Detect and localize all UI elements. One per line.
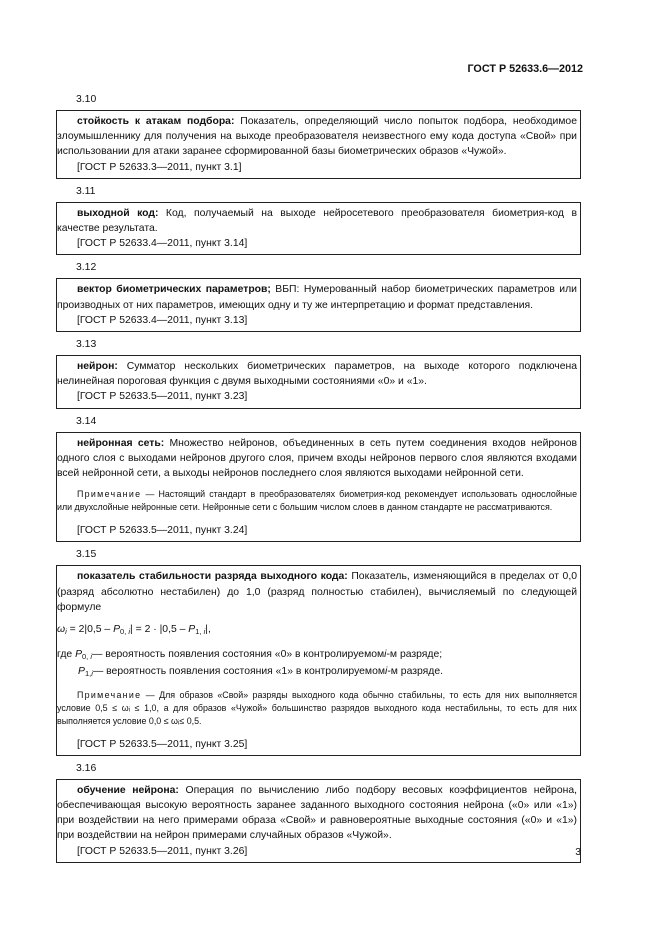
note: Примечание — Настоящий стандарт в преобразователях биометрия-код рекомендует использовать однослойные или двухслойные нейронные сети. Нейронные сети с большим числом слоев в данном стандарте не рассматриваются. — [57, 489, 577, 513]
entry-number: 3.13 — [76, 339, 97, 351]
term: вектор биометрических параметров; — [77, 284, 271, 296]
definition-box — [56, 110, 581, 179]
source-reference: [ГОСТ Р 52633.5—2011, пункт 3.25] — [77, 738, 248, 750]
definition-box — [56, 779, 581, 863]
note-label: Примечание — [77, 489, 142, 500]
definition-text: выходной код: Код, получаемый на выходе нейросетевого преобразователя биометрия-код в качестве результата. — [57, 207, 577, 235]
note: Примечание — Для образов «Свой» разряды выходного кода обычно стабильны, то есть для них выполняется условие 0,5 ≤ ωᵢ ≤ 1,0, а для образов «Чужой» большинство разрядов выходного кода нестабильны, то есть для них выполняется условие 0,0 ≤ ωᵢ≤ 0,5. — [57, 689, 577, 726]
stability-formula: $\omega_i = 2|0,5 - P_{0, i}| = 2 \cdot |0,5 - P_{1, i}|$, — [57, 624, 211, 637]
definition-text: нейрон: Сумматор нескольких биометрических параметров, на выходе которого подключена нелинейная пороговая функция с двумя выходными состояниями «0» и «1». — [57, 361, 577, 388]
term: нейрон: — [77, 361, 118, 373]
legend-row: $P_{1,i}$ — вероятность появления состояния «1» в контролируемом i -м разряде. — [78, 666, 444, 679]
entry-number: 3.15 — [76, 549, 97, 561]
legend-row: где $P_{0, i}$ — вероятность появления состояния «0» в контролируемом i -м разряде; — [57, 649, 443, 662]
source-reference: [ГОСТ Р 52633.4—2011, пункт 3.14] — [77, 238, 248, 250]
entry-number: 3.16 — [76, 762, 97, 774]
term: показатель стабильности разряда выходного кода: — [77, 571, 348, 583]
definition-text: стойкость к атакам подбора: Показатель, определяющий число попыток подбора, необходимое злоумышленнику для получения на выходе преобразователя неизвестного ему кода доступа «Свой» при использовании для атаки заранее сформированной базы биометрических образов «Чужой». — [57, 116, 577, 158]
source-reference: [ГОСТ Р 52633.4—2011, пункт 3.13] — [77, 314, 248, 326]
definition-box — [56, 432, 581, 543]
entry-number: 3.11 — [76, 185, 96, 197]
source-reference: [ГОСТ Р 52633.5—2011, пункт 3.26] — [77, 845, 248, 857]
definition-text: обучение нейрона: Операция по вычислению либо подбору весовых коэффициентов нейрона, обеспечивающая высокую вероятность заранее заданного выходного состояния нейрона («0» или «1») при воздействии на него примерами образа «Свой» и равновероятные выходные состояния («0» и «1») при воздействии на нейрон примерами случайных образов «Чужой». — [57, 784, 578, 842]
term: выходной код: — [77, 207, 159, 219]
source-reference: [ГОСТ Р 52633.3—2011, пункт 3.1] — [77, 161, 242, 173]
source-reference: [ГОСТ Р 52633.5—2011, пункт 3.24] — [77, 525, 248, 537]
definition-box — [56, 565, 581, 755]
entry-number: 3.12 — [76, 262, 97, 274]
definition-box — [56, 355, 581, 409]
source-reference: [ГОСТ Р 52633.5—2011, пункт 3.23] — [77, 391, 248, 403]
entry-number: 3.14 — [76, 415, 97, 427]
document-body — [56, 92, 581, 868]
term: нейронная сеть: — [77, 437, 165, 449]
definition-text: нейронная сеть: Множество нейронов, объединенных в сеть путем соединения входов нейронов одного слоя с выходами нейронов другого слоя, причем входы нейронов первого слоя являются входами всей нейронной сети, а выходы нейронов последнего слоя являются выходами нейронной сети. — [57, 437, 577, 480]
term: обучение нейрона: — [77, 784, 179, 796]
note-label: Примечание — [77, 689, 142, 700]
page-number: 3 — [575, 847, 581, 858]
definition-text: вектор биометрических параметров; ВБП: Нумерованный набор биометрических параметров или производных от них параметров, имеющих одну и ту же интерпретацию и формат представления. — [57, 284, 577, 311]
definition-box — [56, 278, 581, 332]
document-header: ГОСТ Р 52633.6—2012 — [467, 63, 583, 75]
formula-legend — [57, 647, 577, 681]
definition-box — [56, 202, 581, 256]
term: стойкость к атакам подбора: — [77, 116, 235, 127]
entry-number: 3.10 — [76, 94, 97, 105]
definition-text: показатель стабильности разряда выходного кода: Показатель, изменяющийся в пределах от 0,0 (разряд абсолютно нестабилен) до 1,0 (разряд полностью стабилен), вычисляемый по следующей формуле — [57, 571, 577, 613]
